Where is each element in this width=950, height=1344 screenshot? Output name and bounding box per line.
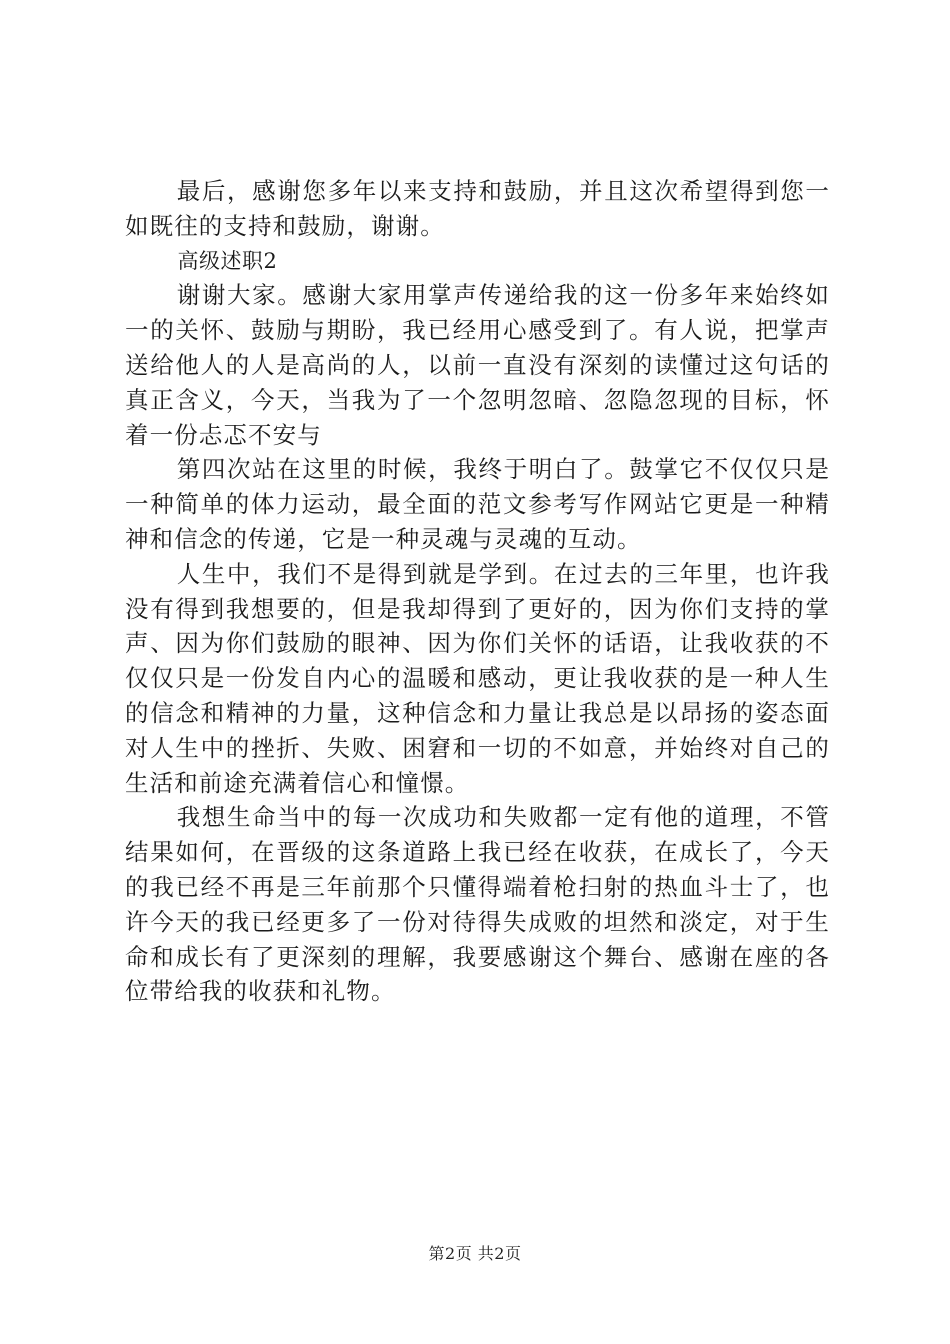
paragraph-fourth-time: 第四次站在这里的时候，我终于明白了。鼓掌它不仅仅只是一种简单的体力运动，最全面的范文参考写作网站它更是一种精神和信念的传递，它是一种灵魂与灵魂的互动。: [125, 455, 830, 553]
paragraph-applause: 谢谢大家。感谢大家用掌声传递给我的这一份多年来始终如一的关怀、鼓励与期盼，我已经用心感受到了。有人说，把掌声送给他人的人是高尚的人，以前一直没有深刻的读懂过这句话的真正含义，今天，当我为了一个忽明忽暗、忽隐忽现的目标，怀着一份忐忑不安与: [125, 281, 830, 449]
section-heading: 高级述职2: [177, 248, 278, 273]
paragraph-growth: 我想生命当中的每一次成功和失败都一定有他的道理，不管结果如何，在晋级的这条道路上我已经在收获，在成长了，今天的我已经不再是三年前那个只懂得端着枪扫射的热血斗士了，也许今天的我已经更多了一份对待得失成败的坦然和淡定，对于生命和成长有了更深刻的理解，我要感谢这个舞台、感谢在座的各位带给我的收获和礼物。: [125, 803, 830, 1006]
paragraph-life-lessons: 人生中，我们不是得到就是学到。在过去的三年里，也许我没有得到我想要的，但是我却得到了更好的，因为你们支持的掌声、因为你们鼓励的眼神、因为你们关怀的话语，让我收获的不仅仅只是一份发自内心的温暖和感动，更让我收获的是一种人生的信念和精神的力量，这种信念和力量让我总是以昂扬的姿态面对人生中的挫折、失败、困窘和一切的不如意，并始终对自己的生活和前途充满着信心和憧憬。: [125, 559, 830, 797]
paragraph-closing-thanks: 最后，感谢您多年以来支持和鼓励，并且这次希望得到您一如既往的支持和鼓励，谢谢。: [125, 177, 830, 240]
page-footer: 第2页 共2页: [428, 1244, 522, 1263]
document-body: [125, 174, 830, 1009]
